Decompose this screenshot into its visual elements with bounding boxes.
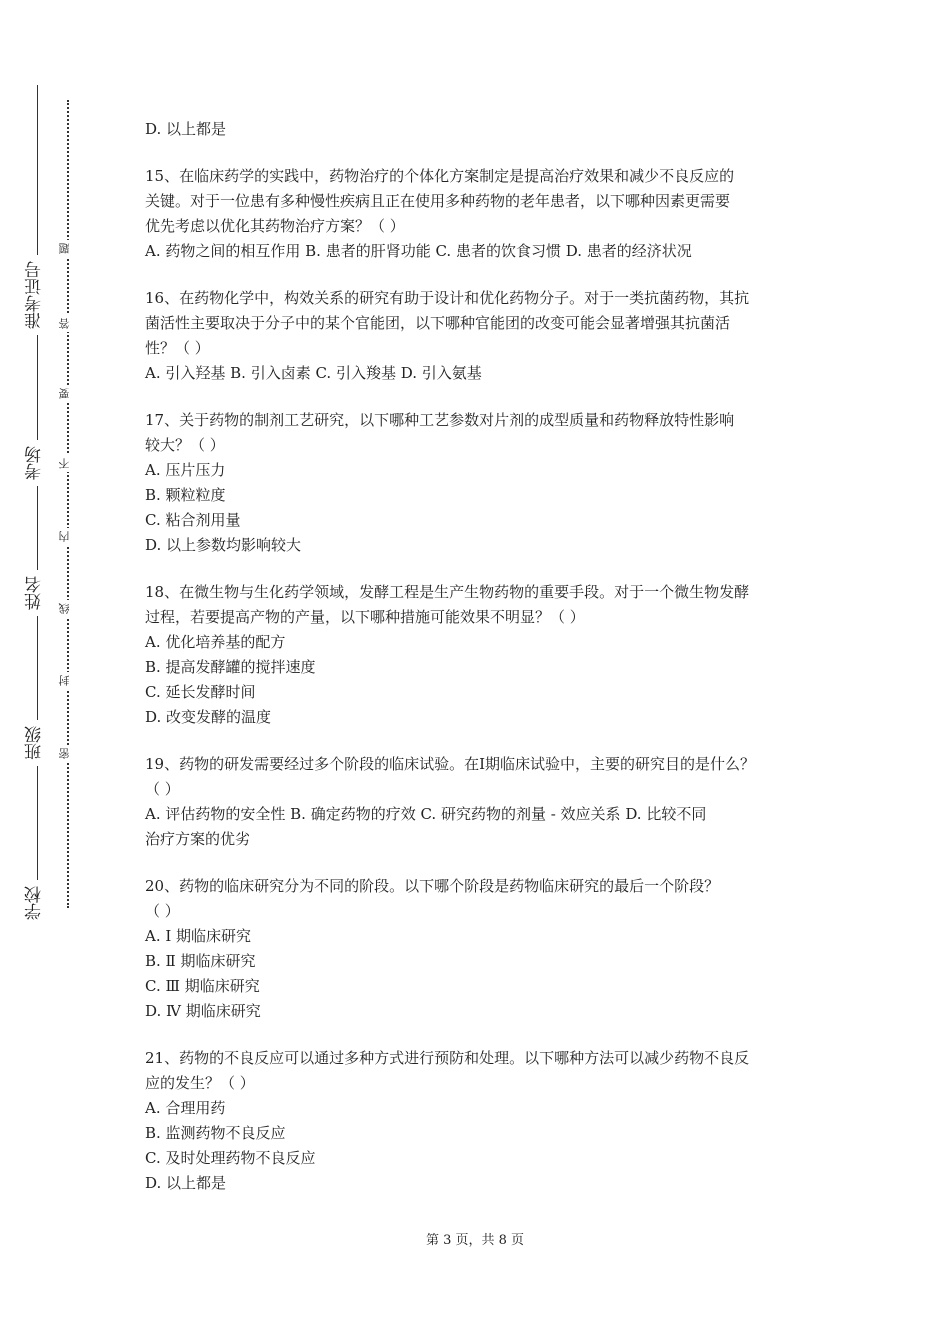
seal-dotted-line [67, 100, 69, 908]
question-stem-line: （ ） [145, 902, 180, 920]
question-stem-line: 16、在药物化学中，构效关系的研究有助于设计和优化药物分子。对于一类抗菌药物，其抗 [145, 289, 750, 307]
question-stem-line: 优先考虑以优化其药物治疗方案？（ ） [145, 217, 405, 235]
label-class: 班级 [20, 720, 50, 766]
option-b: B. 颗粒粒度 [145, 486, 226, 504]
option: A. 评估药物的安全性 B. 确定药物的疗效 C. 研究药物的剂量 - 效应关系 D. 比较不同 [145, 805, 707, 823]
label-school: 学校 [20, 880, 50, 926]
seal-char-mi: 密 [58, 745, 78, 762]
option-d: D. 改变发酵的温度 [145, 708, 272, 726]
question-17 [145, 408, 825, 558]
option: A. 药物之间的相互作用 B. 患者的肝肾功能 C. 患者的饮食习惯 D. 患者的经济状况 [145, 242, 692, 260]
seal-char-feng: 封 [58, 672, 78, 689]
question-20 [145, 874, 825, 1024]
label-name: 姓名 [20, 570, 50, 616]
question-stem-line: 18、在微生物与生化药学领域，发酵工程是生产生物药物的重要手段。对于一个微生物发酵 [145, 583, 750, 601]
seal-char-bu: 不 [58, 455, 78, 472]
option-c: C. 粘合剂用量 [145, 511, 241, 529]
question-stem-line: （ ） [145, 780, 180, 798]
question-19 [145, 752, 825, 852]
question-14-tail [145, 117, 825, 142]
option-a: A. 合理用药 [145, 1099, 226, 1117]
option-d: D. 以上都是 [145, 1174, 227, 1192]
label-exam-room: 考场 [20, 440, 50, 486]
question-stem-line: 菌活性主要取决于分子中的某个官能团，以下哪种官能团的改变可能会显著增强其抗菌活 [145, 314, 731, 332]
question-stem-line: 性？（ ） [145, 339, 210, 357]
question-stem-line: 过程，若要提高产物的产量，以下哪种措施可能效果不明显？（ ） [145, 608, 585, 626]
seal-char-xian: 线 [58, 600, 78, 617]
seal-char-da: 答 [58, 315, 78, 332]
question-21 [145, 1046, 825, 1196]
question-list [145, 117, 825, 1218]
question-18 [145, 580, 825, 730]
question-stem-line: 15、在临床药学的实践中，药物治疗的个体化方案制定是提高治疗效果和减少不良反应的 [145, 167, 735, 185]
option-d: D. Ⅳ 期临床研究 [145, 1002, 261, 1020]
binding-line [37, 85, 38, 925]
question-stem-line: 20、药物的临床研究分为不同的阶段。以下哪个阶段是药物临床研究的最后一个阶段？ [145, 877, 720, 895]
question-stem-line: 19、药物的研发需要经过多个阶段的临床试验。在Ⅰ期临床试验中，主要的研究目的是什么？ [145, 755, 756, 773]
seal-char-ti: 题 [58, 240, 78, 257]
option-c: C. 及时处理药物不良反应 [145, 1149, 316, 1167]
option-a: A. 优化培养基的配方 [145, 633, 286, 651]
question-15 [145, 164, 825, 264]
option: A. 引入羟基 B. 引入卤素 C. 引入羧基 D. 引入氨基 [145, 364, 482, 382]
seal-char-nei: 内 [58, 528, 78, 545]
page-number: 第 3 页，共 8 页 [425, 1233, 525, 1248]
option-b: B. 提高发酵罐的搅拌速度 [145, 658, 316, 676]
question-stem-line: 应的发生？（ ） [145, 1074, 255, 1092]
option-b: B. Ⅱ 期临床研究 [145, 952, 256, 970]
option: D. 以上都是 [145, 120, 227, 138]
question-stem-line: 17、关于药物的制剂工艺研究，以下哪种工艺参数对片剂的成型质量和药物释放特性影响 [145, 411, 735, 429]
option-c: C. 延长发酵时间 [145, 683, 256, 701]
option-a: A. Ⅰ 期临床研究 [145, 927, 252, 945]
option-c: C. Ⅲ 期临床研究 [145, 977, 260, 995]
question-16 [145, 286, 825, 386]
question-stem-line: 关键。对于一位患有多种慢性疾病且正在使用多种药物的老年患者，以下哪种因素更需要 [145, 192, 731, 210]
option-a: A. 压片压力 [145, 461, 226, 479]
label-exam-number: 准考证号 [20, 255, 50, 335]
question-stem-line: 较大？（ ） [145, 436, 225, 454]
option-d: D. 以上参数均影响较大 [145, 536, 302, 554]
option: 治疗方案的优劣 [145, 830, 251, 848]
option-b: B. 监测药物不良反应 [145, 1124, 286, 1142]
seal-char-yao: 要 [58, 385, 78, 402]
question-stem-line: 21、药物的不良反应可以通过多种方式进行预防和处理。以下哪种方法可以减少药物不良反 [145, 1049, 750, 1067]
